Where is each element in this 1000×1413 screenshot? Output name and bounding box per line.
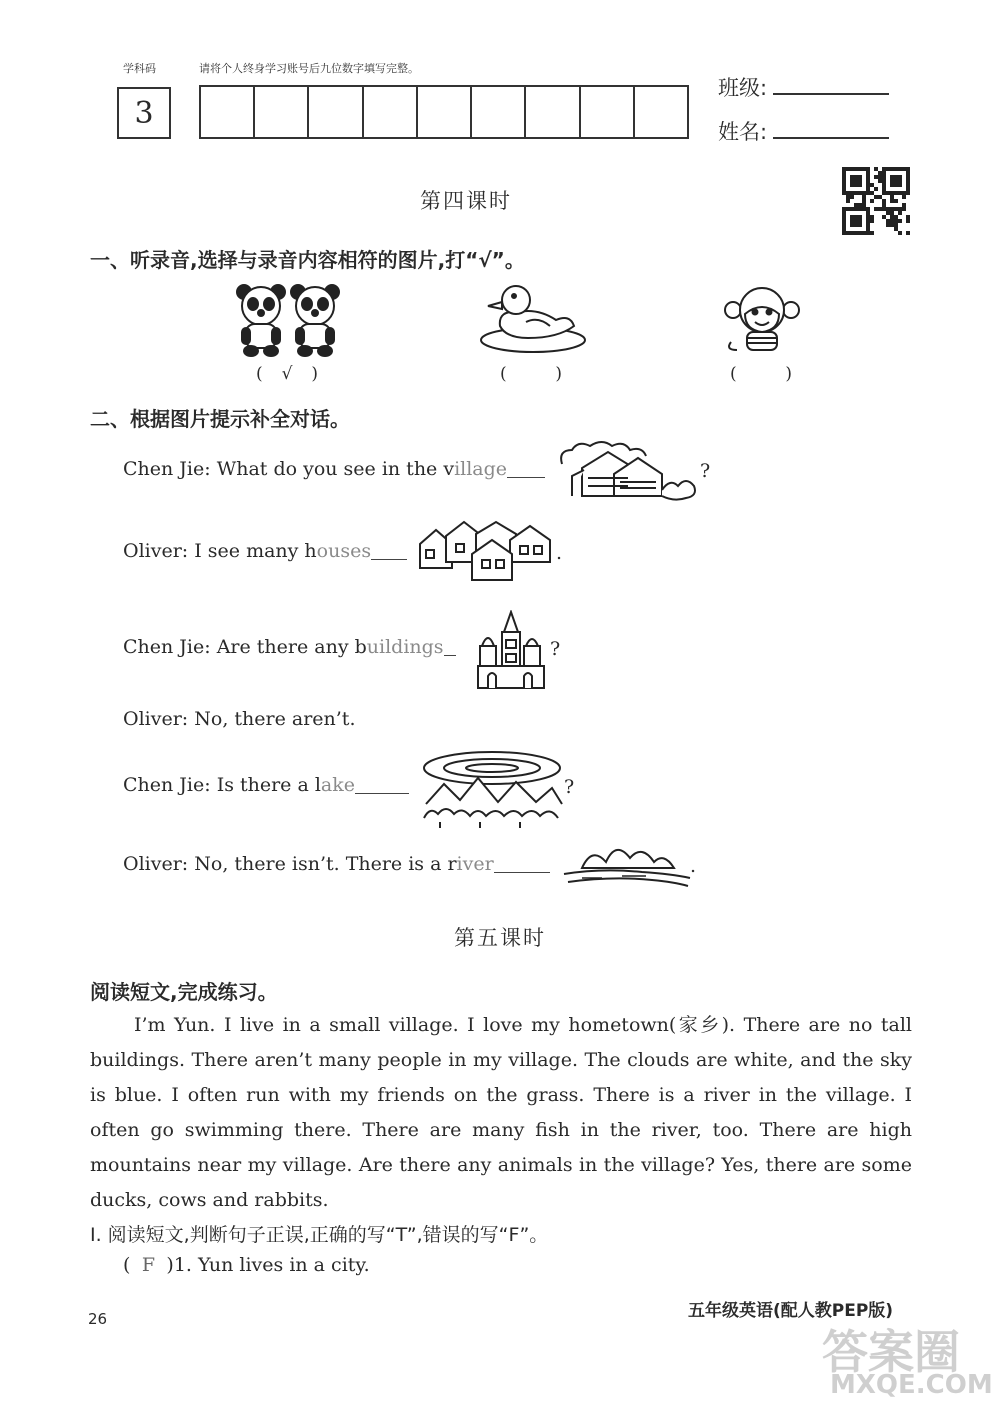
book-title: 五年级英语(配人教PEP版) xyxy=(688,1301,894,1321)
digit-box[interactable] xyxy=(526,87,580,137)
digit-box[interactable] xyxy=(581,87,635,137)
name-field[interactable] xyxy=(773,137,889,139)
answer-blank[interactable]: uildings xyxy=(367,636,456,658)
class-label: 班级: xyxy=(718,76,768,100)
reading-passage: I’m Yun. I live in a small village. I love my hometown(家乡). There are no tall buildings. There aren’t many people in my village. The clouds are white, and the sky is blue. I often run with my friends on the grass. There is a river in the village. I often go swimming there. There are many fish in the river, too. There are high mountains near my village. Are there any animals in the village? Yes, there are some ducks, cows and rabbits. xyxy=(90,1014,912,1211)
monkey-picture xyxy=(723,286,801,356)
answer-parens-3[interactable]: ( ) xyxy=(730,364,792,384)
digit-box[interactable] xyxy=(364,87,418,137)
check-mark: √ xyxy=(281,364,293,384)
reading-instruction: 阅读短文,完成练习。 xyxy=(90,980,278,1004)
digit-box[interactable] xyxy=(635,87,687,137)
account-digit-boxes[interactable] xyxy=(199,85,689,139)
true-false-instruction: Ⅰ. 阅读短文,判断句子正误,正确的写“T”,错误的写“F”。 xyxy=(90,1224,549,1246)
buildings-picture xyxy=(476,610,546,690)
answer-blank[interactable]: ake xyxy=(321,774,409,796)
class-field[interactable] xyxy=(773,93,889,95)
name-label: 姓名: xyxy=(718,120,768,144)
duck-picture xyxy=(478,282,588,354)
part2-title: 二、根据图片提示补全对话。 xyxy=(90,407,350,431)
dialogue-line: Chen Jie: What do you see in the v illage xyxy=(123,458,545,480)
digit-box[interactable] xyxy=(201,87,255,137)
subject-code-label: 学科码 xyxy=(123,62,156,75)
dialogue-line: Chen Jie: Are there any b uildings xyxy=(123,636,456,658)
lesson-5-title: 第五课时 xyxy=(454,926,546,950)
digit-box[interactable] xyxy=(309,87,363,137)
page-number: 26 xyxy=(88,1310,108,1328)
answer-blank[interactable]: ouses xyxy=(317,540,407,562)
answer-blank[interactable]: iver xyxy=(457,853,550,875)
part1-title: 一、听录音,选择与录音内容相符的图片,打“√”。 xyxy=(90,248,525,272)
subject-code-box: 3 xyxy=(117,87,171,139)
river-picture xyxy=(562,838,692,888)
qr-code-icon xyxy=(842,167,910,235)
answer-parens-2[interactable]: ( ) xyxy=(500,364,562,384)
account-instruction: 请将个人终身学习账号后九位数字填写完整。 xyxy=(199,62,419,75)
watermark-url: MXQE.COM xyxy=(830,1370,993,1400)
dialogue-line: Oliver: I see many h ouses xyxy=(123,540,407,562)
watermark-logo: 答案圈 xyxy=(822,1325,960,1379)
digit-box[interactable] xyxy=(418,87,472,137)
dialogue-line: Oliver: No, there isn’t. There is a r iver xyxy=(123,853,550,875)
answer-blank[interactable]: illage xyxy=(454,458,545,480)
answer-parens-1[interactable]: ( √ ) xyxy=(256,364,318,384)
question-1: ( F )1. Yun lives in a city. xyxy=(123,1254,370,1276)
dialogue-line: Oliver: No, there aren’t. xyxy=(123,708,356,730)
lesson-4-title: 第四课时 xyxy=(420,189,512,213)
digit-box[interactable] xyxy=(472,87,526,137)
answer-slot[interactable]: F xyxy=(141,1254,156,1276)
village-picture xyxy=(558,438,700,504)
houses-picture xyxy=(416,518,556,584)
dialogue-line: Chen Jie: Is there a l ake xyxy=(123,774,409,796)
digit-box[interactable] xyxy=(255,87,309,137)
pandas-picture xyxy=(236,282,344,358)
lake-picture xyxy=(420,748,566,828)
